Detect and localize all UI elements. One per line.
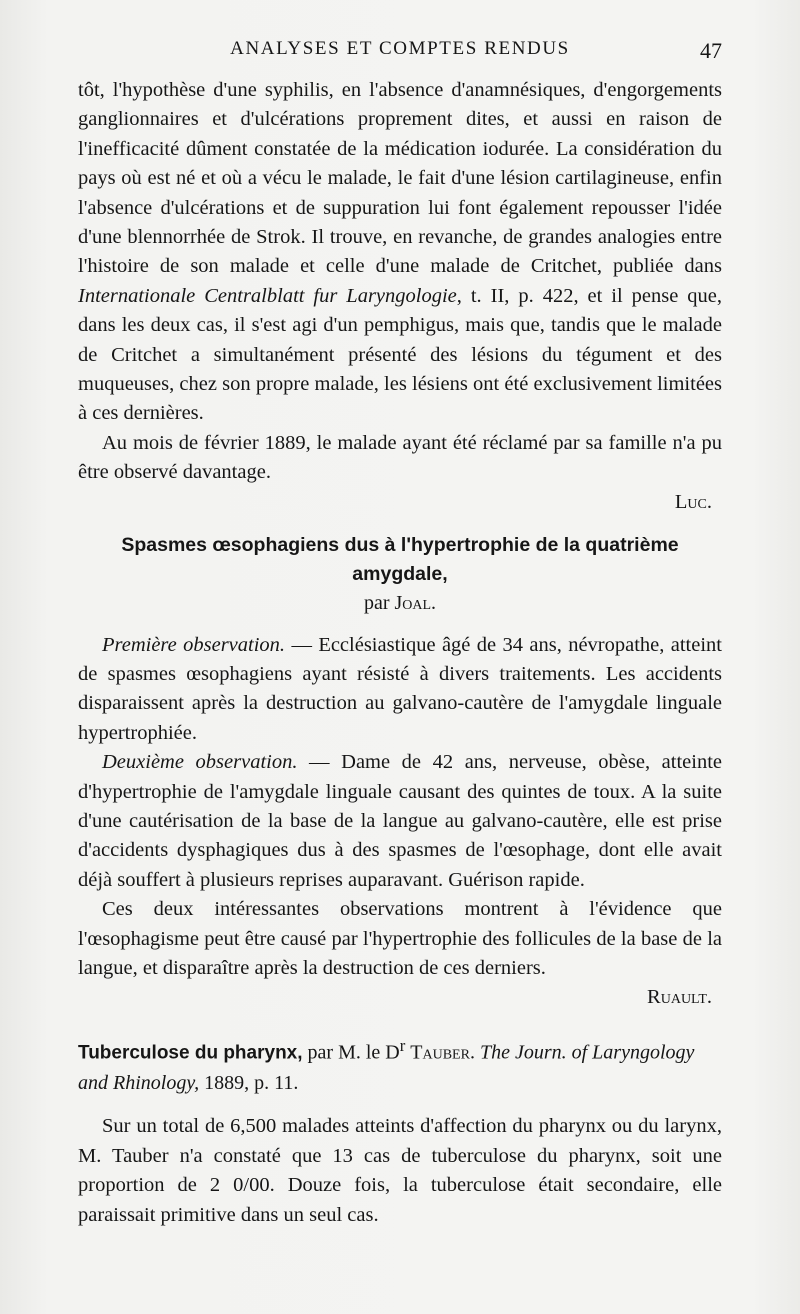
- page-header: [78, 38, 722, 68]
- article1-signature: [78, 488, 722, 517]
- article1-paragraph-2: Au mois de février 1889, le malade ayant été réclamé par sa famille n'a pu être observé davantage.: [78, 431, 722, 484]
- article1-text: tôt, l'hypothèse d'une syphilis, en l'absence d'anamnésiques, d'engorgements ganglionnaires et d'ulcérations proprement dites, et aussi en raison de l'inefficacité dûment constatée de la médication iodurée. La considération du pays où est né et où a vécu le malade, le fait d'une lésion cartilagineuse, enfin l'absence d'ulcérations et de suppuration lui font également repousser l'idée d'une blennorrhée de Strok. Il trouve, en revanche, de grandes analogies entre l'histoire de son malade et celle d'une malade de Critchet, publiée dans: [78, 79, 722, 278]
- observation-2: [78, 748, 722, 895]
- observation-1: [78, 631, 722, 749]
- article3-title-by: par M. le D: [302, 1041, 400, 1064]
- page-number: 47: [700, 38, 722, 63]
- article3-author: Tauber.: [410, 1041, 475, 1064]
- article1-journal: Internationale Centralblatt fur Laryngologie: [78, 284, 457, 307]
- article2-signature: [78, 983, 722, 1012]
- article3-journal: The Journ. of Laryngology and Rhinology,: [78, 1041, 695, 1095]
- article1-paragraph-1: [78, 76, 722, 429]
- article2-byline: [78, 589, 722, 618]
- article2-conclusion: Ces deux intéressantes observations montrent à l'évidence que l'œsophagisme peut être causé par l'hypertrophie des follicules de la base de la langue, et disparaître après la destruction de ces derniers.: [78, 898, 722, 979]
- article2-author: Joal.: [394, 592, 437, 615]
- article3-title-bold: Tuberculose du pharynx,: [78, 1042, 303, 1064]
- article3-title: [78, 1031, 722, 1099]
- spacer: [78, 1098, 722, 1112]
- observation-1-text: — Ecclésiastique âgé de 34 ans, névropathe, atteint de spasmes œsophagiens ayant résisté à divers traitements. Les accidents disparaissent après la destruction au galvano-cautère de l'amygdale linguale hypertrophiée.: [78, 633, 722, 744]
- article3-paragraph: Sur un total de 6,500 malades atteints d'affection du pharynx ou du larynx, M. Tauber n'a constaté que 13 cas de tuberculose du pharynx, soit une proportion de 2 0/00. Douze fois, la tuberculose était secondaire, elle paraissait primitive dans un seul cas.: [78, 1115, 722, 1226]
- article3-reference: 1889, p. 11.: [199, 1072, 299, 1095]
- byline-prefix: par: [363, 592, 390, 615]
- article3-title-sup: r: [399, 1035, 406, 1055]
- article2-title: Spasmes œsophagiens dus à l'hypertrophie de la quatrième amygdale,: [121, 534, 679, 586]
- running-title: ANALYSES ET COMPTES RENDUS: [230, 38, 570, 59]
- page-body: [78, 76, 722, 1230]
- observation-2-text: — Dame de 42 ans, nerveuse, obèse, atteinte d'hypertrophie de l'amygdale linguale causant des quintes de toux. A la suite d'une cautérisation de la base de la langue au galvano-cautère, elle est prise d'accidents dysphagiques dus à des spasmes de l'œsophage, dont elle avait déjà souffert à plusieurs reprises auparavant. Guérison rapide.: [78, 751, 723, 891]
- observation-1-label: Première observation.: [102, 633, 286, 656]
- observation-2-label: Deuxième observation.: [102, 751, 298, 774]
- signature-luc: Luc.: [674, 490, 712, 513]
- signature-ruault: Ruault.: [647, 986, 712, 1009]
- article1-text-end: , t. II, p. 422, et il pense que, dans les deux cas, il s'est agi d'un pemphigus, mais que, tandis que le malade de Critchet a simultanément présenté des lésions du tégument et des muqueuses, chez son propre malade, les lésiens ont été exclusivement limitées à ces dernières.: [78, 284, 722, 425]
